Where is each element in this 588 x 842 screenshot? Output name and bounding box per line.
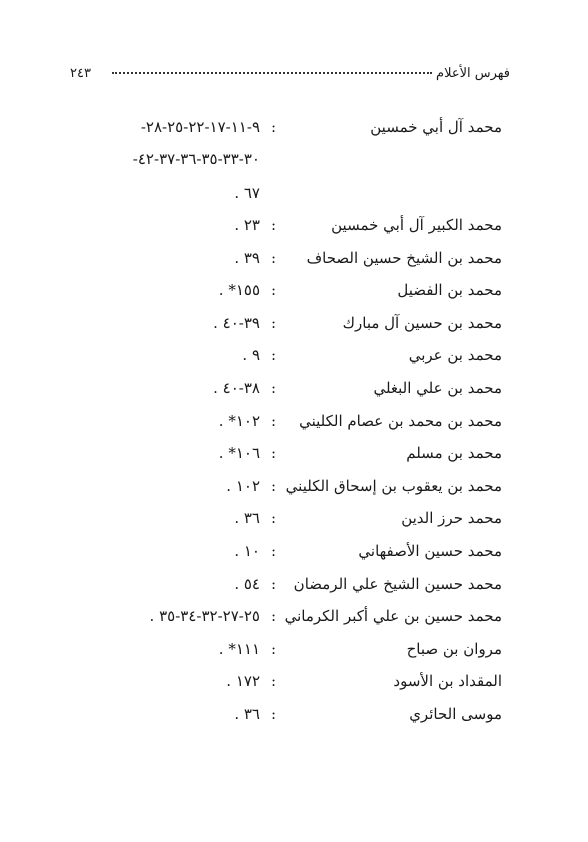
index-entry (0, 314, 588, 347)
entry-name: محمد حسين الشيخ علي الرمضان (293, 574, 502, 593)
entry-colon: : (271, 313, 277, 332)
entry-pages: ٣٦ . (234, 704, 260, 723)
leader-dots (112, 72, 432, 74)
entry-pages: ١٧٢ . (226, 672, 260, 691)
entry-colon: : (271, 248, 277, 267)
running-header (70, 66, 510, 88)
entry-colon: : (271, 281, 277, 300)
entry-colon: : (271, 672, 277, 691)
entry-name: المقداد بن الأسود (393, 672, 502, 691)
entry-colon: : (271, 346, 277, 365)
index-entry (0, 672, 588, 705)
index-entry (0, 216, 588, 249)
entry-pages: ١٠ . (234, 541, 260, 560)
entry-name: محمد الكبير آل أبي خمسين (331, 216, 502, 234)
index-entry (0, 444, 588, 477)
index-list (0, 118, 588, 738)
index-entry (0, 281, 588, 314)
entry-name: محمد حسين الأصفهاني (358, 541, 502, 560)
index-entry (0, 379, 588, 412)
entry-pages: ١٠٦* . (218, 444, 260, 463)
header-title: فهرس الأعلام (436, 66, 510, 81)
entry-pages: ٥٤ . (234, 574, 260, 593)
index-entry (0, 575, 588, 608)
entry-pages: ٩ . (242, 346, 260, 365)
index-entry (0, 509, 588, 542)
entry-name: محمد بن الشيخ حسين الصحاف (306, 248, 502, 267)
entry-name: محمد آل أبي خمسين (370, 118, 502, 136)
index-entry (0, 412, 588, 445)
entry-colon: : (271, 216, 277, 234)
entry-colon: : (271, 444, 277, 463)
entry-name: محمد حسين بن علي أكبر الكرماني (284, 607, 502, 626)
entry-colon: : (271, 476, 277, 495)
entry-name: محمد حرز الدين (401, 509, 502, 528)
entry-pages: ٣٨-٤٠ . (213, 378, 260, 397)
entry-pages: ١٥٥* . (218, 281, 260, 300)
entry-colon: : (271, 639, 277, 658)
entry-pages: ٣٦ . (234, 509, 260, 528)
index-entry (0, 477, 588, 510)
entry-name: محمد بن الفضيل (397, 281, 502, 300)
entry-pages: ١٠٢* . (218, 411, 260, 430)
entry-name: محمد بن حسين آل مبارك (342, 313, 502, 332)
entry-pages: ٣٩-٤٠ . (213, 313, 260, 332)
entry-name: موسى الحائري (409, 704, 502, 723)
entry-colon: : (271, 509, 277, 528)
entry-name: محمد بن يعقوب بن إسحاق الكليني (285, 476, 502, 495)
entry-pages-continued: ٦٧ . (234, 184, 260, 202)
index-entry (0, 249, 588, 282)
entry-colon: : (271, 411, 277, 430)
entry-pages-continued: ٣٠-٣٣-٣٥-٣٦-٣٧-٤٢- (132, 150, 260, 168)
entry-colon: : (271, 607, 277, 626)
entry-pages: ١٠٢ . (226, 476, 260, 495)
index-entry (0, 640, 588, 673)
entry-colon: : (271, 704, 277, 723)
index-entry (0, 118, 588, 216)
entry-colon: : (271, 118, 277, 136)
entry-pages: ٢٣ . (234, 216, 260, 234)
entry-pages: ٣٩ . (234, 248, 260, 267)
entry-colon: : (271, 574, 277, 593)
entry-name: محمد بن محمد بن عصام الكليني (299, 411, 502, 430)
index-entry (0, 346, 588, 379)
index-entry (0, 705, 588, 738)
entry-pages: ٩-١١-١٧-٢٢-٢٥-٢٨- (140, 118, 260, 136)
entry-pages: ١١١* . (218, 639, 260, 658)
entry-colon: : (271, 541, 277, 560)
entry-name: مروان بن صباح (406, 639, 502, 658)
index-entry (0, 607, 588, 640)
page-number: ٢٤٣ (70, 66, 91, 81)
entry-pages: ٢٥-٢٧-٣٢-٣٤-٣٥ . (149, 607, 260, 626)
entry-name: محمد بن عربي (408, 346, 502, 365)
entry-name: محمد بن مسلم (406, 444, 502, 463)
entry-colon: : (271, 378, 277, 397)
entry-name: محمد بن علي البغلي (373, 378, 502, 397)
index-entry (0, 542, 588, 575)
